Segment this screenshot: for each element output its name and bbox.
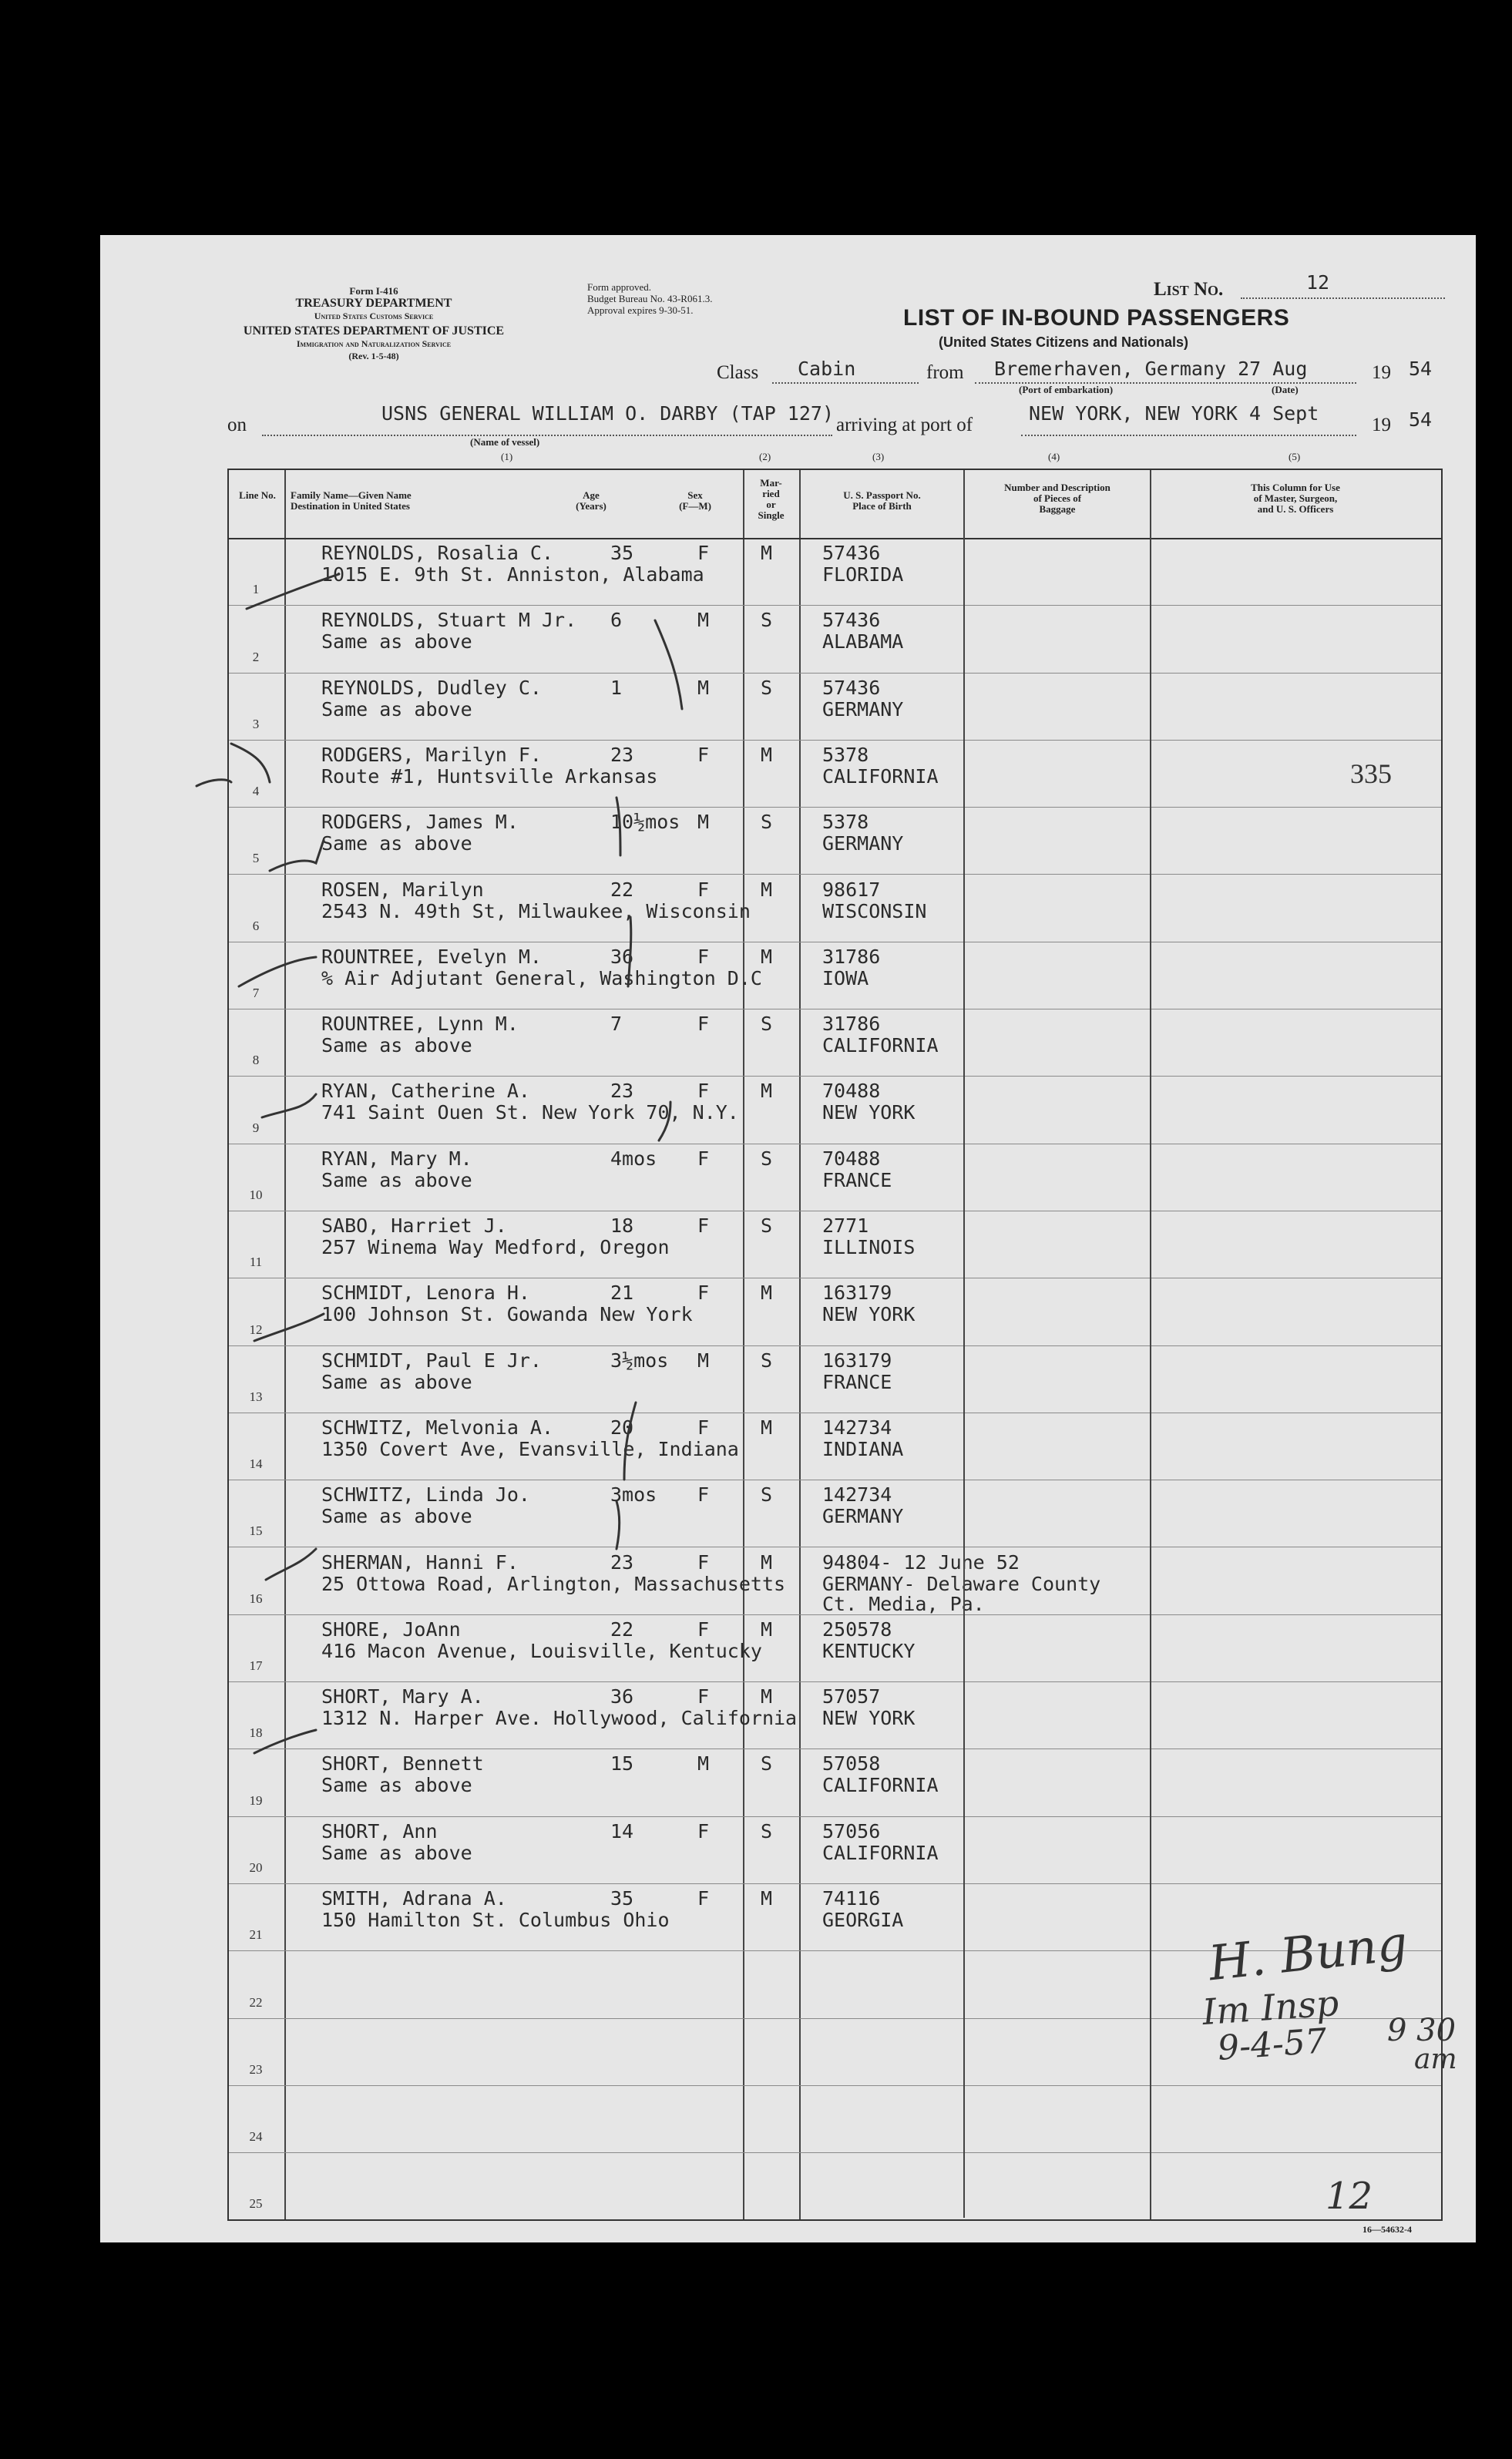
date-label: (Date) xyxy=(1272,384,1299,395)
line-number: 9 xyxy=(252,1120,260,1135)
place-of-birth: GEORGIA xyxy=(822,1909,904,1931)
destination: Same as above xyxy=(321,1034,472,1057)
sex: M xyxy=(697,1752,710,1775)
year-2: 54 xyxy=(1409,408,1433,431)
destination: 100 Johnson St. Gowanda New York xyxy=(321,1303,693,1326)
place-of-birth: IOWA xyxy=(822,966,869,989)
line-number: 25 xyxy=(249,2196,263,2212)
place-of-birth: FRANCE xyxy=(822,1370,892,1393)
passenger-name: SHORT, Bennett xyxy=(321,1752,484,1775)
passport-number: 142734 xyxy=(822,1416,892,1439)
sex: M xyxy=(697,811,710,834)
marital-status: M xyxy=(761,1685,773,1708)
marital-status: S xyxy=(761,1349,773,1372)
marital-status: M xyxy=(761,945,773,968)
sex: F xyxy=(697,1550,710,1574)
marital-status: M xyxy=(761,1887,773,1910)
age: 4mos xyxy=(610,1147,657,1170)
line-number: 19 xyxy=(249,1792,263,1808)
col-header-passport: U. S. Passport No. Place of Birth xyxy=(843,489,921,512)
destination: Same as above xyxy=(321,1774,472,1797)
place-of-birth: FRANCE xyxy=(822,1168,892,1191)
line-number: 14 xyxy=(249,1456,263,1472)
passport-number: 57057 xyxy=(822,1685,881,1708)
year-1: 54 xyxy=(1409,358,1433,380)
from-value: Bremerhaven, Germany 27 Aug xyxy=(994,358,1308,380)
class-label: Class xyxy=(717,362,759,383)
line-number: 23 xyxy=(249,2061,263,2077)
line-number: 1 xyxy=(252,582,260,597)
place-of-birth: CALIFORNIA xyxy=(822,1841,939,1864)
col-header-line: Line No. xyxy=(239,489,276,501)
passport-number: 250578 xyxy=(822,1617,892,1641)
age: 22 xyxy=(610,1617,634,1641)
passenger-name: SABO, Harriet J. xyxy=(321,1214,507,1237)
line-number: 12 xyxy=(249,1322,263,1337)
place-of-birth: NEW YORK xyxy=(822,1101,916,1124)
vessel-col-num: (1) xyxy=(501,451,513,462)
line-number: 18 xyxy=(249,1725,263,1741)
sex: F xyxy=(697,1819,710,1843)
passenger-name: REYNOLDS, Rosalia C. xyxy=(321,542,554,564)
place-of-birth: NEW YORK xyxy=(822,1303,916,1326)
passenger-name: REYNOLDS, Dudley C. xyxy=(321,676,542,699)
col-header-sex: Sex (F—M) xyxy=(679,489,711,512)
line-number: 8 xyxy=(252,1053,260,1068)
passenger-name: SHORT, Ann xyxy=(321,1819,438,1843)
place-of-birth: ALABAMA xyxy=(822,630,904,653)
passport-number: 57056 xyxy=(822,1819,881,1843)
passport-number: 70488 xyxy=(822,1147,881,1170)
place-of-birth: NEW YORK xyxy=(822,1707,916,1730)
age: 23 xyxy=(610,1080,634,1103)
passport-number: 163179 xyxy=(822,1282,892,1305)
place-of-birth: GERMANY- Delaware County xyxy=(822,1572,1101,1595)
destination: Same as above xyxy=(321,832,472,855)
marital-status: M xyxy=(761,743,773,766)
treasury-department: TREASURY DEPARTMENT xyxy=(295,297,452,310)
marital-status: M xyxy=(761,1416,773,1439)
passport-number: 70488 xyxy=(822,1080,881,1103)
place-of-birth: GERMANY xyxy=(822,697,904,721)
age: 23 xyxy=(610,743,634,766)
age: 14 xyxy=(610,1819,634,1843)
passport-number: 74116 xyxy=(822,1887,881,1910)
sex: F xyxy=(697,1483,710,1507)
port-embarkation-label: (Port of embarkation) xyxy=(1019,384,1114,395)
print-code: 16—54632-4 xyxy=(1362,2224,1412,2235)
destination: 1312 N. Harper Ave. Hollywood, California xyxy=(321,1707,798,1730)
signature-ampm: am xyxy=(1414,2044,1457,2075)
passenger-name: SHORT, Mary A. xyxy=(321,1685,484,1708)
destination: 1015 E. 9th St. Anniston, Alabama xyxy=(321,563,704,586)
sex: M xyxy=(697,676,710,699)
passenger-name: REYNOLDS, Stuart M Jr. xyxy=(321,609,577,632)
passenger-name: RYAN, Catherine A. xyxy=(321,1080,530,1103)
marital-status: M xyxy=(761,1617,773,1641)
on-label: on xyxy=(227,415,247,435)
col-num-2: (2) xyxy=(759,451,771,462)
passenger-name: ROSEN, Marilyn xyxy=(321,878,484,901)
year-prefix-2: 19 xyxy=(1372,415,1391,435)
sex: F xyxy=(697,878,710,901)
passport-number: 98617 xyxy=(822,878,881,901)
age: 10½mos xyxy=(610,811,680,834)
passport-number: 2771 xyxy=(822,1214,869,1237)
age: 15 xyxy=(610,1752,634,1775)
line-number: 7 xyxy=(252,986,260,1001)
line-number: 16 xyxy=(249,1591,263,1606)
sex: F xyxy=(697,542,710,564)
col-header-name: Family Name—Given Name Destination in United States xyxy=(291,489,412,512)
destination: Same as above xyxy=(321,630,472,653)
age: 35 xyxy=(610,1887,634,1910)
sex: F xyxy=(697,1887,710,1910)
destination: Same as above xyxy=(321,1841,472,1864)
vessel-label: (Name of vessel) xyxy=(470,436,540,448)
destination: % Air Adjutant General, Washington D.C xyxy=(321,966,762,989)
marital-status: S xyxy=(761,1214,773,1237)
age: 36 xyxy=(610,1685,634,1708)
place-of-birth: KENTUCKY xyxy=(822,1639,916,1662)
ins-service: Immigration and Naturalization Service xyxy=(296,338,452,349)
age: 18 xyxy=(610,1214,634,1237)
col-num-4: (4) xyxy=(1048,451,1060,462)
line-number: 6 xyxy=(252,918,260,933)
age: 22 xyxy=(610,878,634,901)
arrival-port: NEW YORK, NEW YORK 4 Sept xyxy=(1029,402,1319,425)
customs-service: United States Customs Service xyxy=(314,311,434,321)
passenger-name: SCHMIDT, Paul E Jr. xyxy=(321,1349,542,1372)
destination: Same as above xyxy=(321,697,472,721)
passport-number: 57436 xyxy=(822,676,881,699)
arriving-label: arriving at port of xyxy=(836,415,973,435)
signature-time: 9 30 xyxy=(1387,2013,1457,2048)
budget-bureau: Budget Bureau No. 43-R061.3. xyxy=(587,293,713,304)
signature-date: 9-4-57 xyxy=(1216,2021,1329,2068)
destination: 741 Saint Ouen St. New York 70, N.Y. xyxy=(321,1101,739,1124)
passenger-name: RODGERS, James M. xyxy=(321,811,519,834)
sex: F xyxy=(697,945,710,968)
signature-title: Im Insp xyxy=(1201,1981,1340,2034)
marital-status: M xyxy=(761,878,773,901)
passport-number: 31786 xyxy=(822,1013,881,1036)
marital-status: S xyxy=(761,811,773,834)
marital-status: S xyxy=(761,1819,773,1843)
sex: M xyxy=(697,609,710,632)
passport-number: 5378 xyxy=(822,743,869,766)
marital-status: S xyxy=(761,1147,773,1170)
destination: 416 Macon Avenue, Louisville, Kentucky xyxy=(321,1639,762,1662)
marital-status: S xyxy=(761,609,773,632)
col-header-baggage: Number and Description of Pieces of Baggage xyxy=(1004,482,1110,515)
place-of-birth: CALIFORNIA xyxy=(822,1774,939,1797)
list-no-value: 12 xyxy=(1306,271,1330,294)
passenger-name: SMITH, Adrana A. xyxy=(321,1887,507,1910)
line-number: 13 xyxy=(249,1389,263,1404)
place-of-birth: GERMANY xyxy=(822,832,904,855)
passport-number: 142734 xyxy=(822,1483,892,1507)
place-of-birth: CALIFORNIA xyxy=(822,764,939,788)
col-header-married: Mar- ried or Single xyxy=(758,477,785,521)
col-header-age: Age (Years) xyxy=(576,489,606,512)
sex: F xyxy=(697,1617,710,1641)
vessel-name: USNS GENERAL WILLIAM O. DARBY (TAP 127) xyxy=(381,402,834,425)
place-of-birth: ILLINOIS xyxy=(822,1236,916,1258)
signature: H. Bung xyxy=(1205,1914,1410,1992)
class-value: Cabin xyxy=(798,358,856,380)
list-no-label: List No. xyxy=(1154,279,1224,300)
form-approved: Form approved. xyxy=(587,281,652,293)
col-num-5: (5) xyxy=(1289,451,1301,462)
year-prefix-1: 19 xyxy=(1372,362,1391,383)
age: 6 xyxy=(610,609,623,632)
destination: 150 Hamilton St. Columbus Ohio xyxy=(321,1909,670,1931)
line-number: 15 xyxy=(249,1523,263,1539)
justice-department: UNITED STATES DEPARTMENT OF JUSTICE xyxy=(243,324,505,338)
destination: 2543 N. 49th St, Milwaukee, Wisconsin xyxy=(321,899,751,922)
passport-number: 57436 xyxy=(822,542,881,564)
line-number: 3 xyxy=(252,716,260,731)
sex: F xyxy=(697,743,710,766)
line-number: 5 xyxy=(252,851,260,866)
age: 3½mos xyxy=(610,1349,669,1372)
passenger-name: RODGERS, Marilyn F. xyxy=(321,743,542,766)
passport-number: 57436 xyxy=(822,609,881,632)
line-number: 20 xyxy=(249,1859,263,1875)
sex: F xyxy=(697,1282,710,1305)
line-number: 17 xyxy=(249,1658,263,1674)
age: 36 xyxy=(610,945,634,968)
place-of-birth: CALIFORNIA xyxy=(822,1034,939,1057)
destination: Same as above xyxy=(321,1505,472,1528)
marital-status: M xyxy=(761,1282,773,1305)
sex: F xyxy=(697,1147,710,1170)
page-subtitle: (United States Citizens and Nationals) xyxy=(939,334,1189,350)
destination: Route #1, Huntsville Arkansas xyxy=(321,764,658,788)
footer-number: 12 xyxy=(1326,2175,1373,2218)
destination: 257 Winema Way Medford, Oregon xyxy=(321,1236,670,1258)
line-number: 22 xyxy=(249,1994,263,2010)
line-number: 10 xyxy=(249,1187,263,1202)
sex: F xyxy=(697,1214,710,1237)
marital-status: S xyxy=(761,1752,773,1775)
passport-number: 94804- 12 June 52 xyxy=(822,1550,1020,1574)
age: 1 xyxy=(610,676,623,699)
line-number: 11 xyxy=(249,1255,263,1270)
sex: F xyxy=(697,1685,710,1708)
line-number: 21 xyxy=(249,1927,263,1943)
passenger-name: SCHMIDT, Lenora H. xyxy=(321,1282,530,1305)
place-of-birth: GERMANY xyxy=(822,1505,904,1528)
form-number: Form I-416 xyxy=(349,285,398,297)
passport-number: 163179 xyxy=(822,1349,892,1372)
marital-status: S xyxy=(761,1483,773,1507)
age: 3mos xyxy=(610,1483,657,1507)
place-of-birth-detail: Ct. Media, Pa. xyxy=(822,1592,985,1615)
destination: Same as above xyxy=(321,1370,472,1393)
place-of-birth: INDIANA xyxy=(822,1437,904,1460)
col-header-officers: This Column for Use of Master, Surgeon, and U. S. Officers xyxy=(1251,482,1340,515)
age: 7 xyxy=(610,1013,623,1036)
passport-number: 5378 xyxy=(822,811,869,834)
age: 35 xyxy=(610,542,634,564)
passenger-name: ROUNTREE, Evelyn M. xyxy=(321,945,542,968)
from-label: from xyxy=(926,362,964,383)
page-title: LIST OF IN-BOUND PASSENGERS xyxy=(903,305,1290,331)
sex: F xyxy=(697,1416,710,1439)
place-of-birth: FLORIDA xyxy=(822,563,904,586)
form-revision: (Rev. 1-5-48) xyxy=(348,351,399,361)
passenger-name: RYAN, Mary M. xyxy=(321,1147,472,1170)
line-number: 2 xyxy=(252,649,260,664)
age: 21 xyxy=(610,1282,634,1305)
approval-expires: Approval expires 9-30-51. xyxy=(587,304,694,316)
place-of-birth: WISCONSIN xyxy=(822,899,927,922)
destination: 1350 Covert Ave, Evansville, Indiana xyxy=(321,1437,739,1460)
sex: F xyxy=(697,1013,710,1036)
passport-number: 31786 xyxy=(822,945,881,968)
age: 20 xyxy=(610,1416,634,1439)
passenger-name: SCHWITZ, Melvonia A. xyxy=(321,1416,554,1439)
col-num-3: (3) xyxy=(872,451,885,462)
passenger-name: ROUNTREE, Lynn M. xyxy=(321,1013,519,1036)
marital-status: M xyxy=(761,1080,773,1103)
marital-status: M xyxy=(761,542,773,564)
passenger-name: SCHWITZ, Linda Jo. xyxy=(321,1483,530,1507)
marital-status: S xyxy=(761,1013,773,1036)
sex: M xyxy=(697,1349,710,1372)
count-annotation: 335 xyxy=(1350,758,1392,789)
age: 23 xyxy=(610,1550,634,1574)
destination: 25 Ottowa Road, Arlington, Massachusetts xyxy=(321,1572,786,1595)
passenger-name: SHERMAN, Hanni F. xyxy=(321,1550,519,1574)
passenger-name: SHORE, JoAnn xyxy=(321,1617,461,1641)
destination: Same as above xyxy=(321,1168,472,1191)
sex: F xyxy=(697,1080,710,1103)
line-number: 4 xyxy=(252,784,260,799)
marital-status: S xyxy=(761,676,773,699)
marital-status: M xyxy=(761,1550,773,1574)
line-number: 24 xyxy=(249,2129,263,2145)
passport-number: 57058 xyxy=(822,1752,881,1775)
